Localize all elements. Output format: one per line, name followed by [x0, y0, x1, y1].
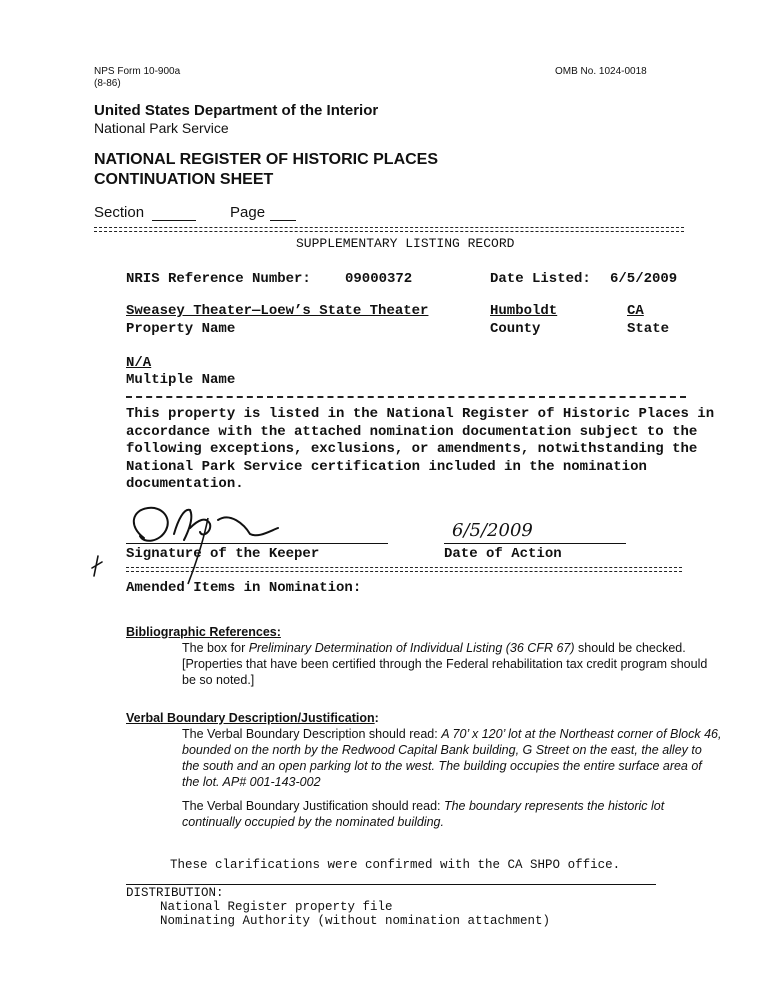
boundary-justification	[182, 798, 722, 830]
dashed-rule	[126, 396, 686, 398]
record-heading: SUPPLEMENTARY LISTING RECORD	[296, 236, 515, 251]
amended-items-label: Amended Items in Nomination:	[126, 580, 362, 596]
state-label: State	[627, 321, 670, 337]
form-number: NPS Form 10-900a	[94, 66, 181, 77]
clarification-note: These clarifications were confirmed with the CA SHPO office.	[170, 858, 621, 872]
check-mark-icon	[88, 552, 114, 578]
boundary-justification-italic: The boundary represents the historic lot continually occupied by the nominated building.	[182, 799, 665, 829]
double-rule-top	[94, 227, 684, 232]
biblio-text-pre: The box for	[182, 641, 249, 655]
distribution-label: DISTRIBUTION:	[126, 886, 224, 900]
boundary-justification-pre: The Verbal Boundary Justification should read:	[182, 799, 444, 813]
date-of-action-line	[444, 543, 626, 544]
nris-value: 09000372	[345, 271, 413, 287]
section-blank	[152, 220, 196, 221]
property-name: Sweasey Theater—Loew’s State Theater	[126, 303, 429, 319]
signature-line	[126, 543, 388, 544]
distribution-item: Nominating Authority (without nomination attachment)	[160, 914, 551, 928]
boundary-heading	[126, 711, 379, 725]
distribution-rule	[126, 884, 656, 885]
page-blank	[270, 220, 296, 221]
page-label: Page	[230, 204, 266, 221]
boundary-description	[182, 726, 722, 790]
date-listed-label: Date Listed:	[490, 271, 591, 287]
boundary-description-pre: The Verbal Boundary Description should read:	[182, 727, 442, 741]
nris-label: NRIS Reference Number:	[126, 271, 311, 287]
distribution-item: National Register property file	[160, 900, 393, 914]
boundary-description-italic: A 70’ x 120’ lot at the Northeast corner of Block 46, bounded on the north by the Redwood Capital Bank building, G Street on the east, the alley to the south and an open parking lot to the west. The building occupies the entire surface area of the lot. AP# 001-143-002	[182, 727, 722, 789]
property-name-label: Property Name	[126, 321, 236, 337]
double-rule-amended	[126, 567, 682, 572]
form-title-line1: NATIONAL REGISTER OF HISTORIC PLACES	[94, 151, 439, 168]
multiple-name-label: Multiple Name	[126, 372, 236, 388]
service-name: National Park Service	[94, 120, 229, 136]
date-of-action-label: Date of Action	[444, 546, 562, 562]
omb-number: OMB No. 1024-0018	[555, 66, 647, 77]
biblio-text-post: should be checked.	[574, 641, 686, 655]
department-name: United States Department of the Interior	[94, 102, 379, 119]
biblio-text	[182, 640, 722, 656]
biblio-text-italic: Preliminary Determination of Individual Listing (36 CFR 67)	[248, 641, 575, 655]
biblio-heading: Bibliographic References:	[126, 625, 281, 639]
county-label: County	[490, 321, 541, 337]
date-of-action-handwritten: 6/5/2009	[452, 520, 533, 541]
section-label: Section	[94, 204, 145, 221]
county-value: Humboldt	[490, 303, 558, 319]
form-revision: (8-86)	[94, 78, 121, 89]
boundary-heading-colon: :	[374, 711, 379, 725]
boundary-heading-text: Verbal Boundary Description/Justification	[126, 711, 375, 725]
state-value: CA	[627, 303, 644, 319]
listing-statement: This property is listed in the National Register of Historic Places in accordance with the attached nomination documentation subject to the following exceptions, exclusions, or amendments, notwithstanding the National Park Service certification included in the nomination documentation.	[126, 406, 715, 492]
form-title-line2: CONTINUATION SHEET	[94, 171, 274, 188]
date-listed-value: 6/5/2009	[610, 271, 678, 287]
biblio-note: [Properties that have been certified through the Federal rehabilitation tax credit program should be so noted.]	[182, 657, 708, 687]
signature-label: Signature of the Keeper	[126, 546, 320, 562]
multiple-name-value: N/A	[126, 355, 152, 371]
